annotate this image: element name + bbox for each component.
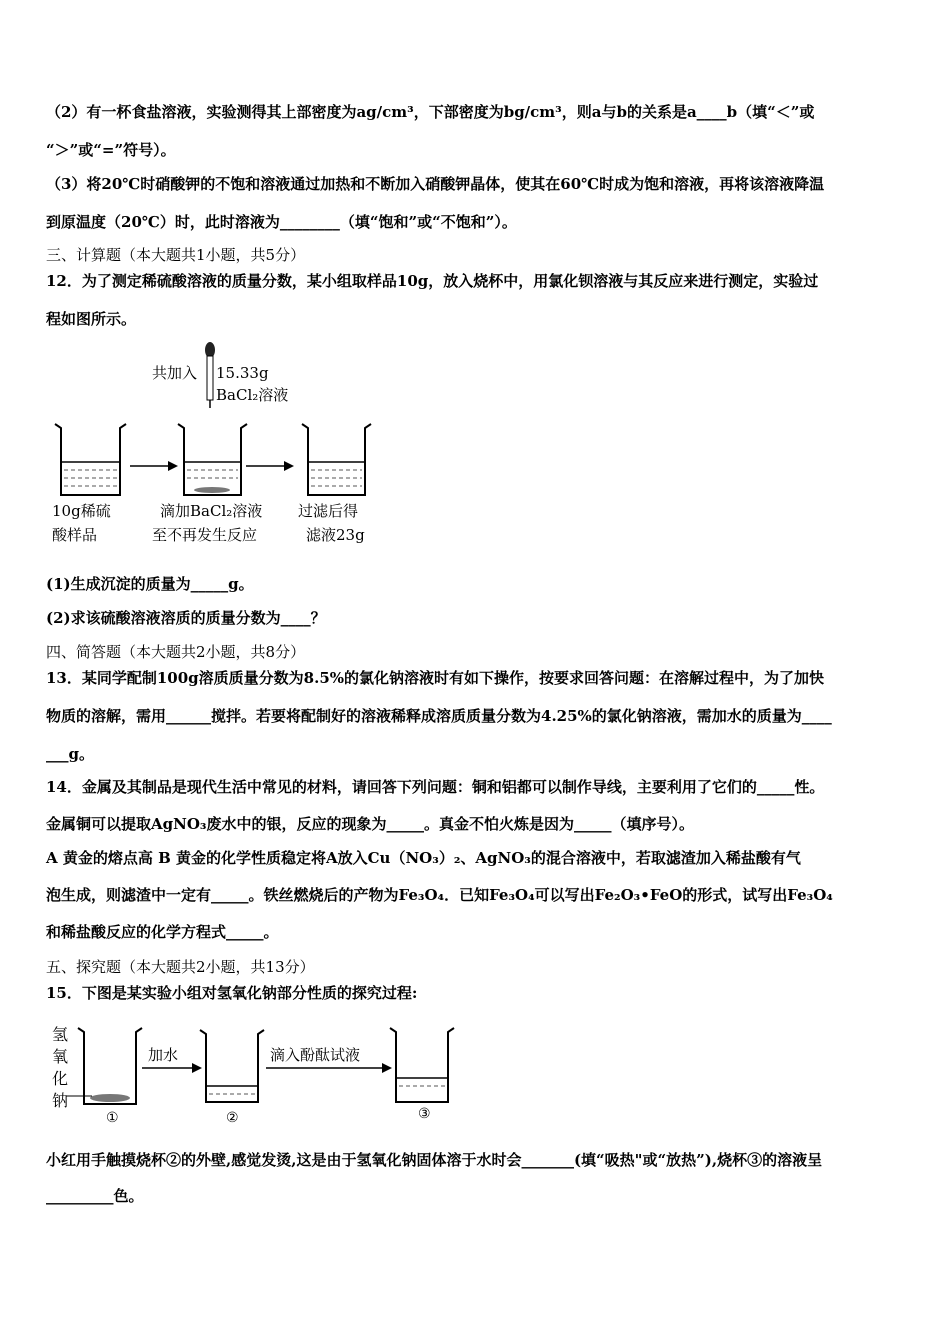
q12-line1: 12．为了测定稀硫酸溶液的质量分数，某小组取样品10g，放入烧杯中，用氯化钡溶液与其反应来进行测定，实验过 xyxy=(46,272,819,290)
q15-arrow-2-label: 滴入酚酞试液 xyxy=(270,1046,361,1064)
q11-part3-line1: （3）将20℃时硝酸钾的不饱和溶液通过加热和不断加入硝酸钾晶体，使其在60℃时成为饱和溶液，再将该溶液降温 xyxy=(46,175,825,193)
reagent-label: BaCl₂溶液 xyxy=(216,386,289,404)
beaker-3-caption-2: 滤液23g xyxy=(306,526,365,544)
q14-line1: 14．金属及其制品是现代生活中常见的材料，请回答下列问题：铜和铝都可以制作导线，主要利用了它们的_____性。 xyxy=(46,778,825,796)
dropper-icon xyxy=(205,342,215,408)
naoh-char-2: 氧 xyxy=(52,1047,69,1066)
beaker-1-caption-2: 酸样品 xyxy=(52,526,98,544)
beaker-3-icon xyxy=(302,424,371,495)
q15-beaker-1-icon xyxy=(66,1028,142,1104)
q15-beaker-3-icon xyxy=(390,1028,454,1102)
q12-sub1: (1)生成沉淀的质量为_____g。 xyxy=(46,575,254,593)
q15-beaker-3-number: ③ xyxy=(418,1106,431,1122)
beaker-3-caption-1: 过滤后得 xyxy=(298,502,359,520)
arrow-2-icon xyxy=(246,461,294,471)
section-5-heading: 五、探究题（本大题共2小题，共13分） xyxy=(46,958,315,976)
section-3-heading: 三、计算题（本大题共1小题，共5分） xyxy=(46,246,306,264)
naoh-char-3: 化 xyxy=(52,1069,69,1088)
q14-line2: 金属铜可以提取AgNO₃废水中的银，反应的现象为_____。真金不怕火炼是因为_____（填序号）。 xyxy=(46,815,694,833)
beaker-2-icon xyxy=(178,424,247,495)
q14-line4: 泡生成，则滤渣中一定有_____。铁丝燃烧后的产物为Fe₃O₄．已知Fe₃O₄可以写出Fe₂O₃•FeO的形式，试写出Fe₃O₄ xyxy=(46,886,833,904)
q15-beaker-2-icon xyxy=(200,1030,264,1102)
section-4-heading: 四、简答题（本大题共2小题，共8分） xyxy=(46,643,306,661)
mass-label: 15.33g xyxy=(216,364,269,382)
q12-line2: 程如图所示。 xyxy=(46,310,137,328)
beaker-2-caption-2: 至不再发生反应 xyxy=(152,526,258,544)
q15-arrow-1-icon xyxy=(142,1063,202,1073)
q13-line1: 13．某同学配制100g溶质质量分数为8.5%的氯化钠溶液时有如下操作，按要求回答问题：在溶解过程中，为了加快 xyxy=(46,669,825,687)
q11-part3-line2: 到原温度（20℃）时，此时溶液为________（填“饱和”或“不饱和”）。 xyxy=(46,213,517,231)
q14-line5: 和稀盐酸反应的化学方程式_____。 xyxy=(46,923,279,941)
beaker-1-icon xyxy=(55,424,126,495)
total-add-label: 共加入 xyxy=(152,364,198,382)
q15-figure xyxy=(44,1018,464,1130)
q15-line2: 小红用手触摸烧杯②的外壁,感觉发烫,这是由于氢氧化钠固体溶于水时会_______(填“吸热"或“放热”),烧杯③的溶液呈 xyxy=(46,1151,823,1169)
beaker-1-caption-1: 10g稀硫 xyxy=(52,502,111,520)
q15-line3: _________色。 xyxy=(46,1187,144,1205)
q13-line2: 物质的溶解，需用______搅拌。若要将配制好的溶液稀释成溶质质量分数为4.25%的氯化钠溶液，需加水的质量为____ xyxy=(46,707,832,725)
q12-figure xyxy=(40,338,400,553)
naoh-char-4: 钠 xyxy=(52,1091,69,1110)
q11-part2-line2: “＞”或“=”符号）。 xyxy=(46,141,176,159)
arrow-1-icon xyxy=(130,461,178,471)
q15-beaker-2-number: ② xyxy=(226,1110,239,1126)
q12-sub2: (2)求该硫酸溶液溶质的质量分数为____？ xyxy=(46,609,326,627)
q15-line1: 15．下图是某实验小组对氢氧化钠部分性质的探究过程: xyxy=(46,984,418,1002)
q14-line3: A 黄金的熔点高 B 黄金的化学性质稳定将A放入Cu（NO₃）₂、AgNO₃的混合溶液中，若取滤渣加入稀盐酸有气 xyxy=(46,849,801,867)
q15-beaker-1-number: ① xyxy=(106,1110,119,1126)
q13-line3: ___g。 xyxy=(46,745,94,763)
q11-part2-line1: （2）有一杯食盐溶液，实验测得其上部密度为ag/cm³，下部密度为bg/cm³，则a与b的关系是a____b（填“＜”或 xyxy=(46,103,815,121)
q15-arrow-1-label: 加水 xyxy=(148,1046,179,1064)
q15-arrow-2-icon xyxy=(266,1063,392,1073)
naoh-char-1: 氢 xyxy=(52,1025,69,1044)
beaker-2-caption-1: 滴加BaCl₂溶液 xyxy=(160,502,263,520)
